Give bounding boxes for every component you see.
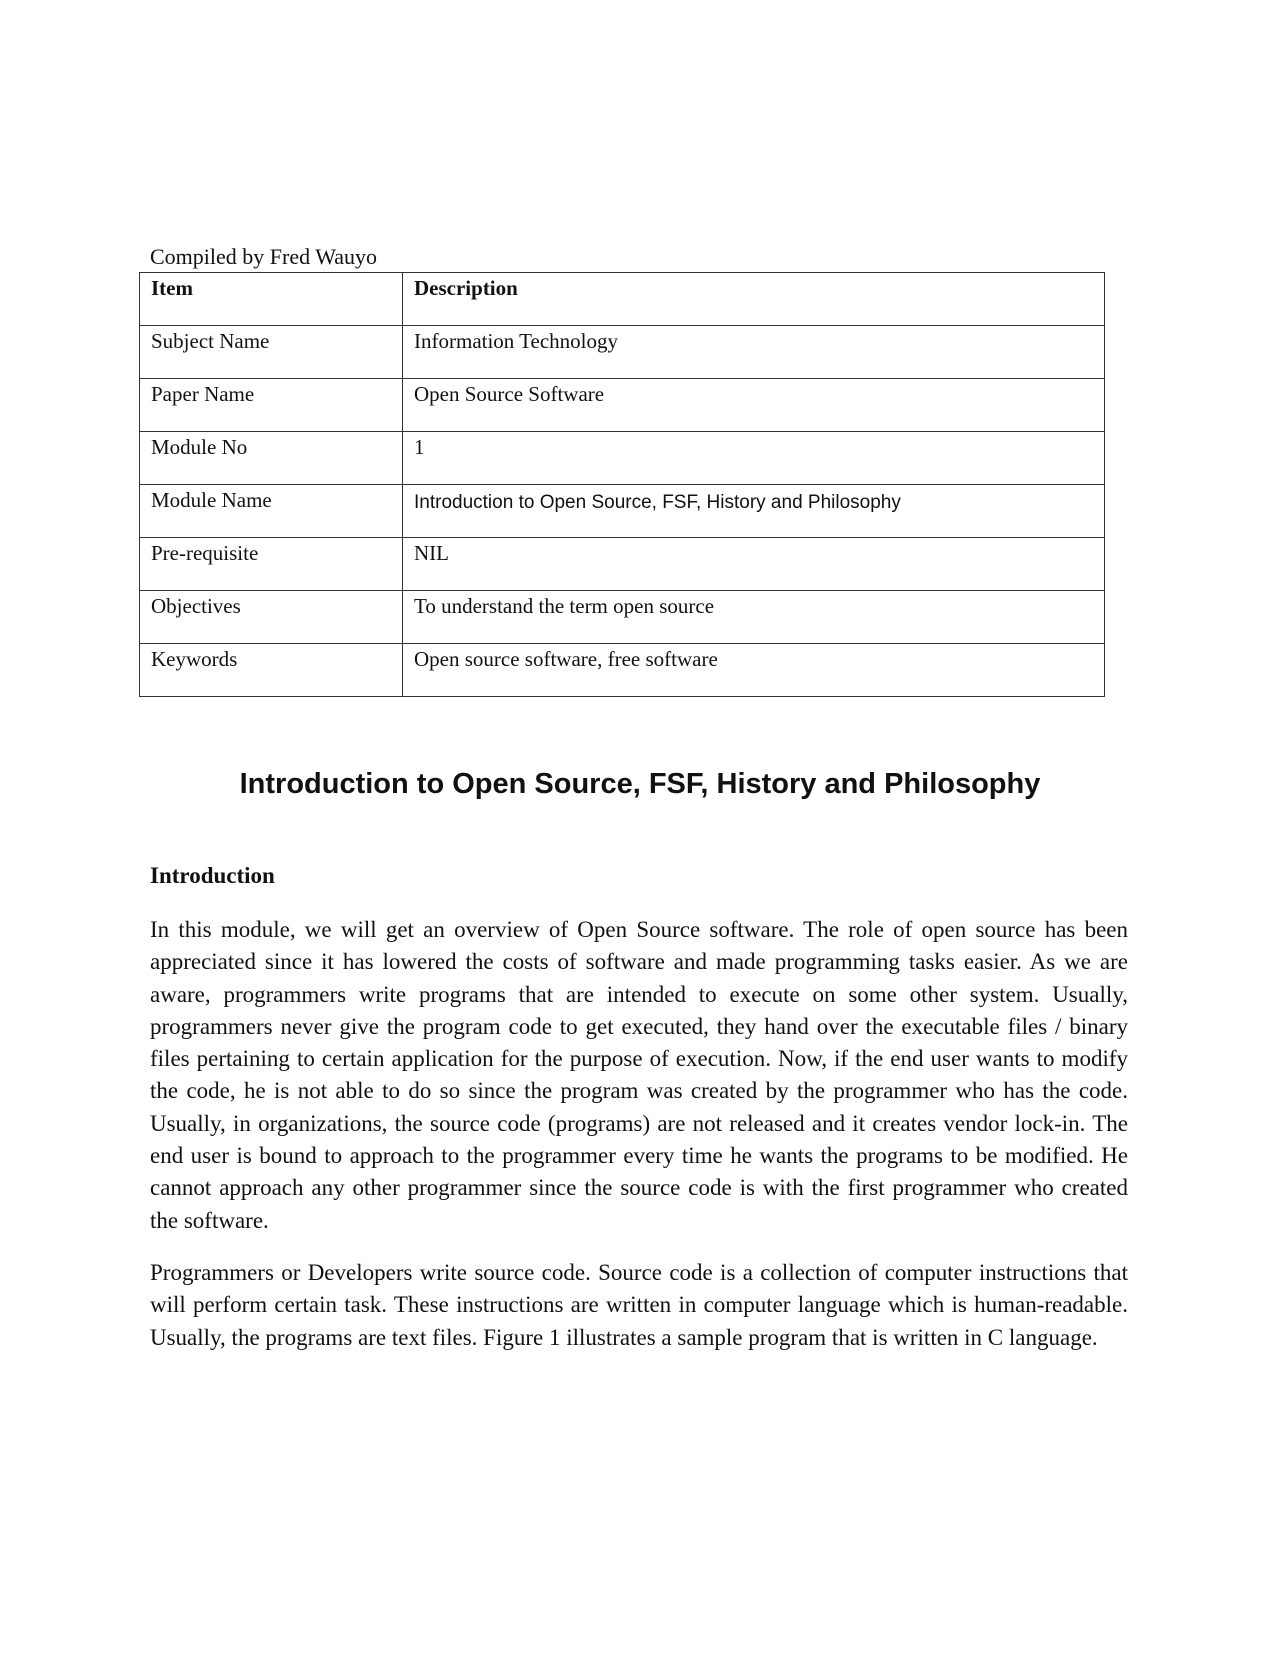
table-row	[140, 485, 1105, 538]
row-description-cell: Introduction to Open Source, FSF, History and Philosophy	[403, 485, 1105, 538]
row-item-cell: Pre-requisite	[140, 538, 403, 591]
section-heading-introduction: Introduction	[150, 863, 275, 888]
row-item-cell: Paper Name	[140, 379, 403, 432]
compiled-by-line: Compiled by Fred Wauyo	[150, 244, 377, 269]
row-description-cell: To understand the term open source	[403, 591, 1105, 644]
document-title: Introduction to Open Source, FSF, History and Philosophy	[239, 768, 1041, 800]
row-description-cell: 1	[403, 432, 1105, 485]
row-description-cell: Information Technology	[403, 326, 1105, 379]
row-description-cell: NIL	[403, 538, 1105, 591]
row-description-cell: Open source software, free software	[403, 644, 1105, 697]
table-row	[140, 326, 1105, 379]
row-item-cell: Keywords	[140, 644, 403, 697]
row-item-cell: Module Name	[140, 485, 403, 538]
row-item-cell: Objectives	[140, 591, 403, 644]
table-row	[140, 644, 1105, 697]
table-header-row	[140, 273, 1105, 326]
table-row	[140, 591, 1105, 644]
table-row	[140, 538, 1105, 591]
row-item-cell: Subject Name	[140, 326, 403, 379]
row-description-cell: Open Source Software	[403, 379, 1105, 432]
module-info-table	[139, 272, 1105, 697]
column-header-item: Item	[140, 273, 403, 326]
body-paragraph: Programmers or Developers write source code. Source code is a collection of computer instructions that will perform certain task. These instructions are written in computer language which is human-readable. Usually, the programs are text files. Figure 1 illustrates a sample program that is written in C language.	[150, 1260, 1128, 1350]
column-header-description: Description	[403, 273, 1105, 326]
row-item-cell: Module No	[140, 432, 403, 485]
table-row	[140, 379, 1105, 432]
table-row	[140, 432, 1105, 485]
body-paragraph: In this module, we will get an overview of Open Source software. The role of open source has been appreciated since it has lowered the costs of software and made programming tasks easier. As we are aware, programmers write programs that are intended to execute on some other system. Usually, programmers never give the program code to get executed, they hand over the executable files / binary files pertaining to certain application for the purpose of execution. Now, if the end user wants to modify the code, he is not able to do so since the program was created by the programmer who has the code. Usually, in organizations, the source code (programs) are not released and it creates vendor lock-in. The end user is bound to approach to the programmer every time he wants the programs to be modified. He cannot approach any other programmer since the source code is with the first programmer who created the software.	[150, 917, 1128, 1233]
